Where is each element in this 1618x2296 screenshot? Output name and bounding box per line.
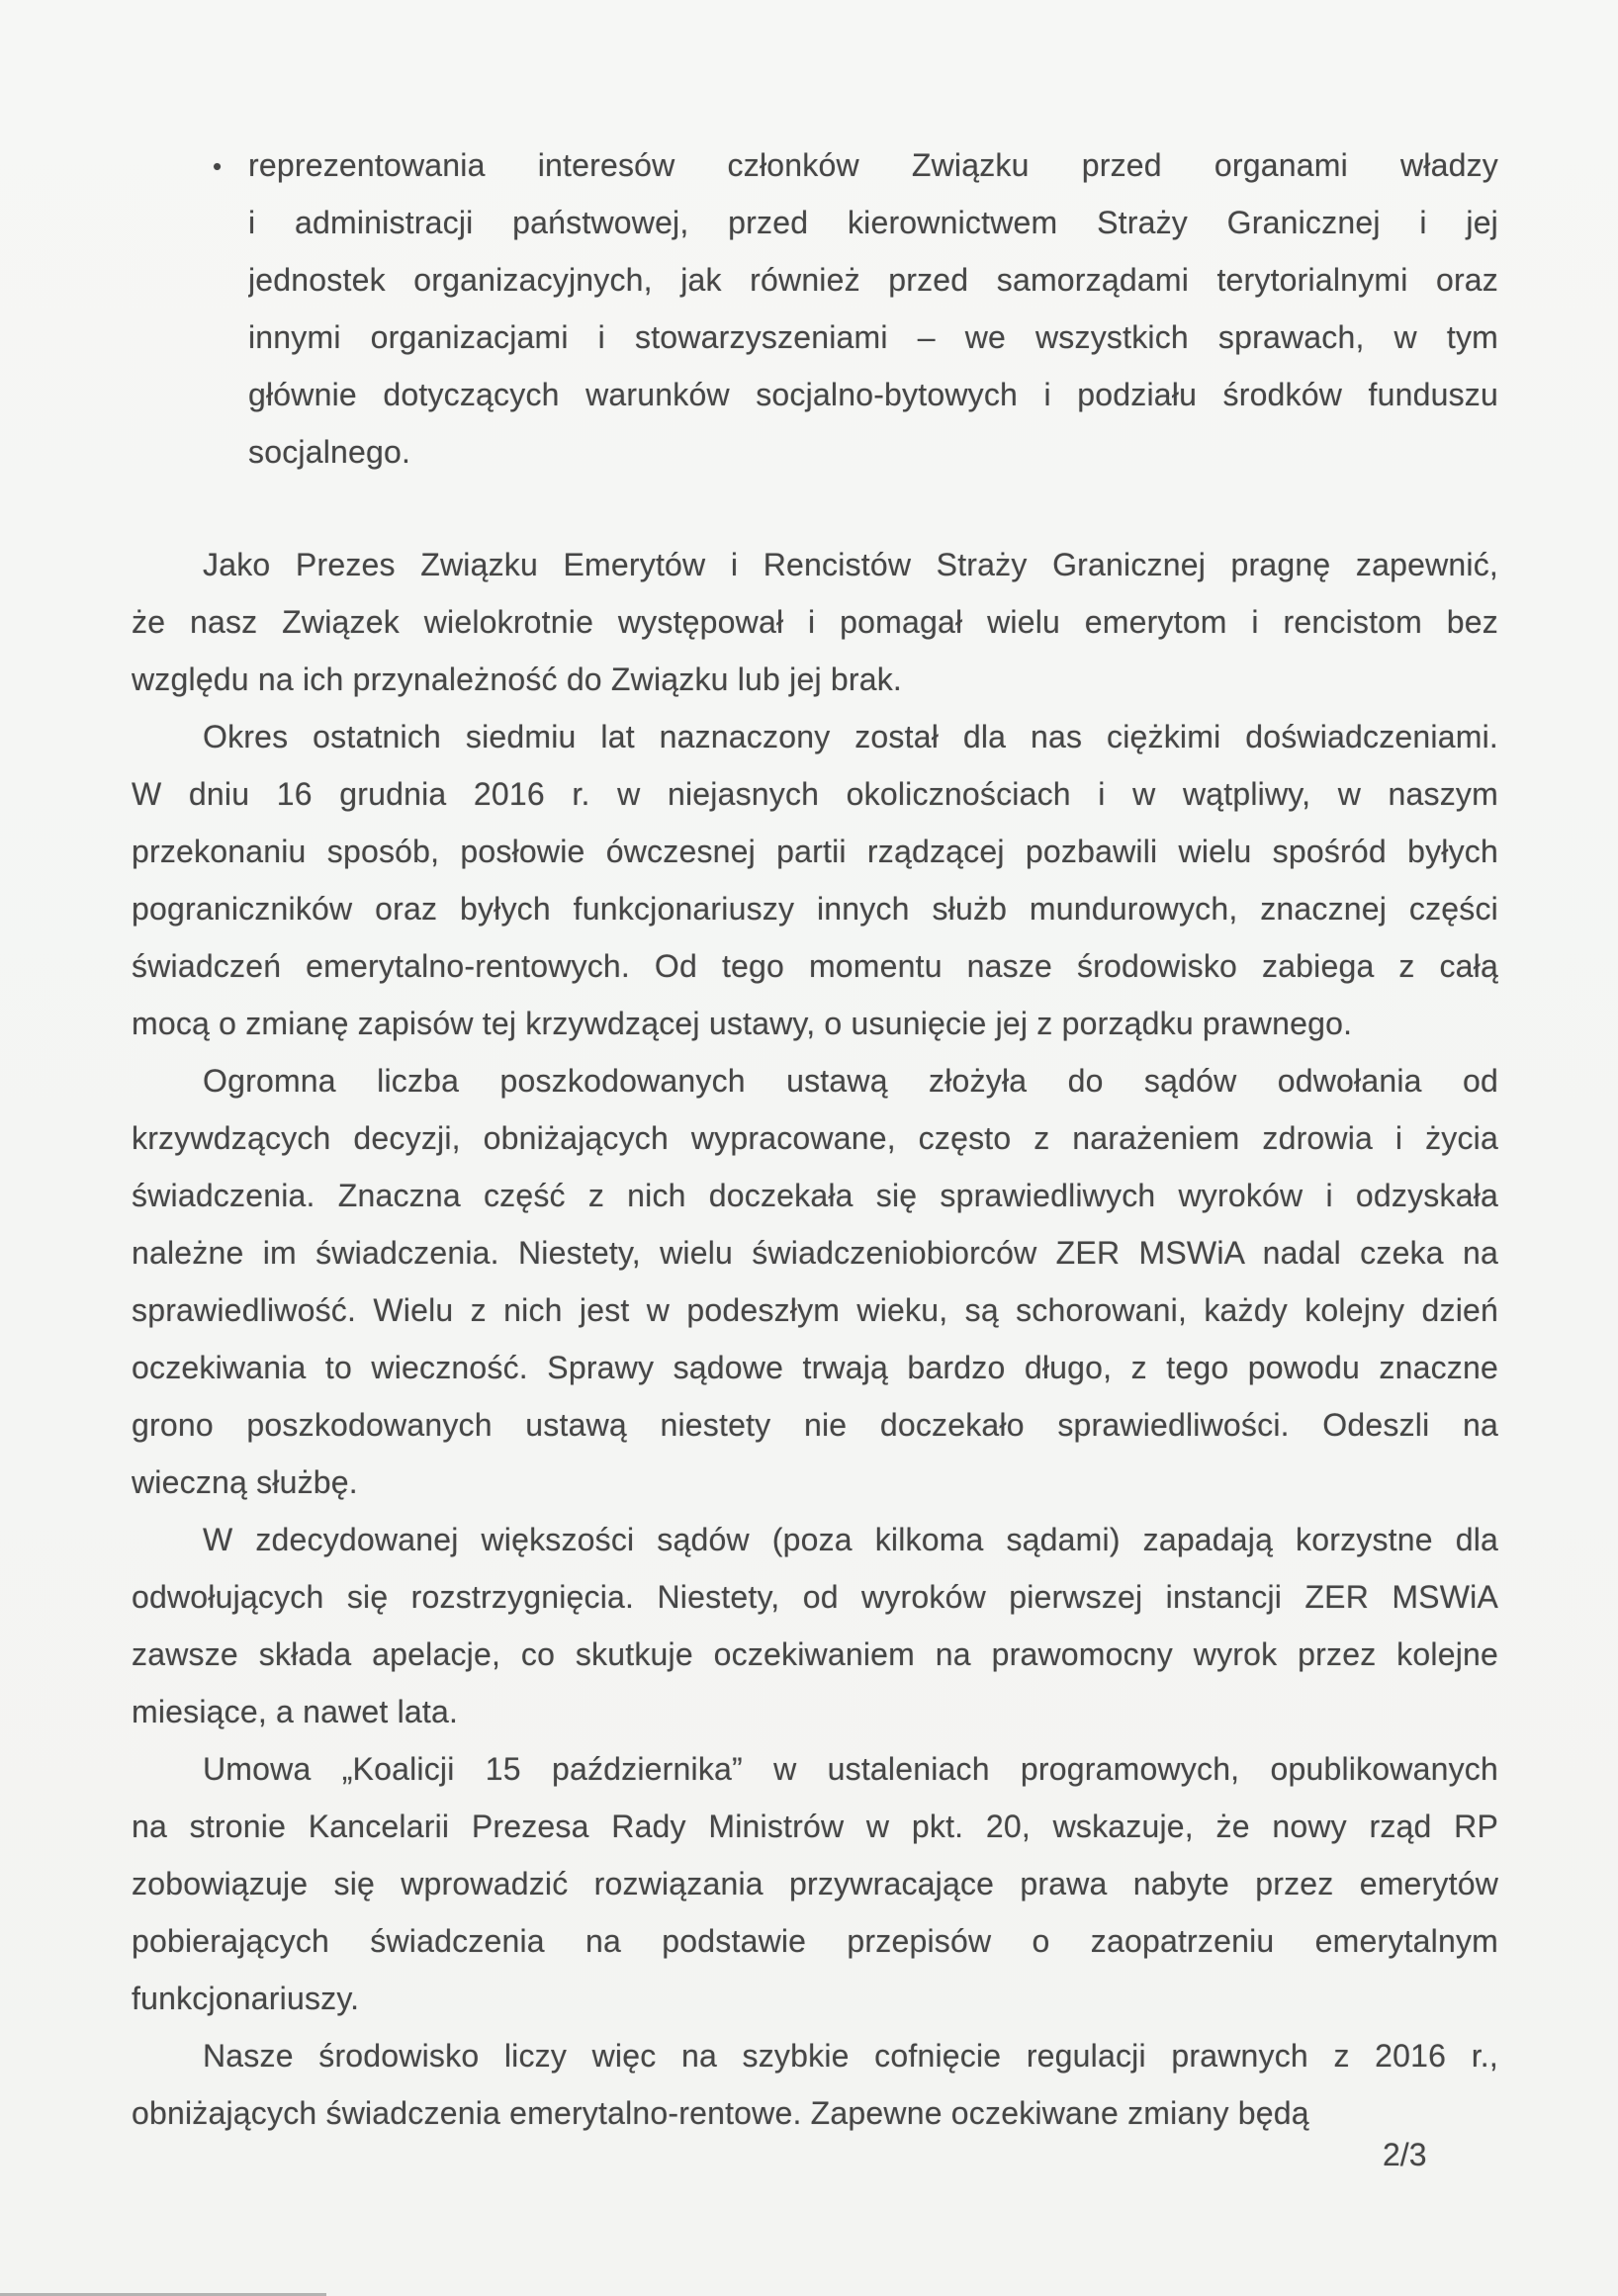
- paragraph: [132, 1511, 1498, 1740]
- text-line: Ogromna liczba poszkodowanych ustawą złożyła do sądów odwołania od: [203, 1063, 1498, 1099]
- text-line: miesiące, a nawet lata.: [132, 1694, 459, 1729]
- text-line: jednostek organizacyjnych, jak również przed samorządami terytorialnymi oraz: [248, 262, 1498, 298]
- text-line: sprawiedliwość. Wielu z nich jest w podeszłym wieku, są schorowani, każdy kolejny dzień: [132, 1292, 1498, 1328]
- paragraph: [132, 1052, 1498, 1511]
- bullet-paragraph: [213, 136, 1498, 481]
- text-line: przekonaniu sposób, posłowie ówczesnej partii rządzącej pozbawili wielu spośród byłych: [132, 834, 1498, 869]
- paragraph: [132, 2027, 1498, 2142]
- paragraph: [132, 536, 1498, 708]
- paragraph: [132, 708, 1498, 1052]
- text-line: funkcjonariuszy.: [132, 1981, 360, 2016]
- text-line: należne im świadczenia. Niestety, wielu świadczeniobiorców ZER MSWiA nadal czeka na: [132, 1235, 1498, 1271]
- text-line: Umowa „Koalicji 15 października” w ustaleniach programowych, opublikowanych: [203, 1751, 1498, 1787]
- paragraph: [132, 1740, 1498, 2027]
- text-line: świadczenia. Znaczna część z nich doczekała się sprawiedliwych wyroków i odzyskała: [132, 1178, 1498, 1213]
- text-line: obniżających świadczenia emerytalno-rentowe. Zapewne oczekiwane zmiany będą: [132, 2095, 1309, 2131]
- text-line: W zdecydowanej większości sądów (poza kilkoma sądami) zapadają korzystne dla: [203, 1522, 1498, 1557]
- text-line: i administracji państwowej, przed kierownictwem Straży Granicznej i jej: [248, 205, 1498, 240]
- text-line: odwołujących się rozstrzygnięcia. Niestety, od wyroków pierwszej instancji ZER MSWiA: [132, 1579, 1498, 1615]
- document-body: [132, 136, 1498, 2142]
- text-line: na stronie Kancelarii Prezesa Rady Ministrów w pkt. 20, wskazuje, że nowy rząd RP: [132, 1809, 1498, 1844]
- text-line: że nasz Związek wielokrotnie występował i pomagał wielu emerytom i rencistom bez: [132, 604, 1498, 640]
- text-line: socjalnego.: [248, 434, 411, 470]
- text-line: oczekiwania to wieczność. Sprawy sądowe trwają bardzo długo, z tego powodu znaczne: [132, 1350, 1498, 1385]
- bullet-icon: •: [213, 151, 223, 181]
- text-line: Okres ostatnich siedmiu lat naznaczony został dla nas ciężkimi doświadczeniami.: [203, 719, 1498, 754]
- text-line: zawsze składa apelacje, co skutkuje oczekiwaniem na prawomocny wyrok przez kolejne: [132, 1636, 1498, 1672]
- text-line: W dniu 16 grudnia 2016 r. w niejasnych okolicznościach i w wątpliwy, w naszym: [132, 776, 1498, 812]
- text-line: głównie dotyczących warunków socjalno-bytowych i podziału środków funduszu: [248, 377, 1498, 412]
- text-line: Jako Prezes Związku Emerytów i Rencistów Straży Granicznej pragnę zapewnić,: [203, 547, 1498, 582]
- text-line: Nasze środowisko liczy więc na szybkie cofnięcie regulacji prawnych z 2016 r.,: [203, 2038, 1498, 2074]
- text-line: względu na ich przynależność do Związku lub jej brak.: [132, 662, 902, 697]
- text-line: wieczną służbę.: [132, 1464, 358, 1500]
- text-line: pograniczników oraz byłych funkcjonariuszy innych służb mundurowych, znacznej części: [132, 891, 1498, 927]
- text-line: mocą o zmianę zapisów tej krzywdzącej ustawy, o usunięcie jej z porządku prawnego.: [132, 1006, 1353, 1041]
- page-number: 2/3: [1383, 2137, 1427, 2172]
- text-line: innymi organizacjami i stowarzyszeniami – we wszystkich sprawach, w tym: [248, 319, 1498, 355]
- text-line: świadczeń emerytalno-rentowych. Od tego momentu nasze środowisko zabiega z całą: [132, 948, 1498, 984]
- text-line: zobowiązuje się wprowadzić rozwiązania przywracające prawa nabyte przez emerytów: [132, 1866, 1498, 1901]
- text-line: krzywdzących decyzji, obniżających wypracowane, często z narażeniem zdrowia i życia: [132, 1120, 1498, 1156]
- text-line: reprezentowania interesów członków Związku przed organami władzy: [248, 147, 1498, 183]
- text-line: grono poszkodowanych ustawą niestety nie doczekało sprawiedliwości. Odeszli na: [132, 1407, 1498, 1443]
- text-line: pobierających świadczenia na podstawie przepisów o zaopatrzeniu emerytalnym: [132, 1923, 1498, 1959]
